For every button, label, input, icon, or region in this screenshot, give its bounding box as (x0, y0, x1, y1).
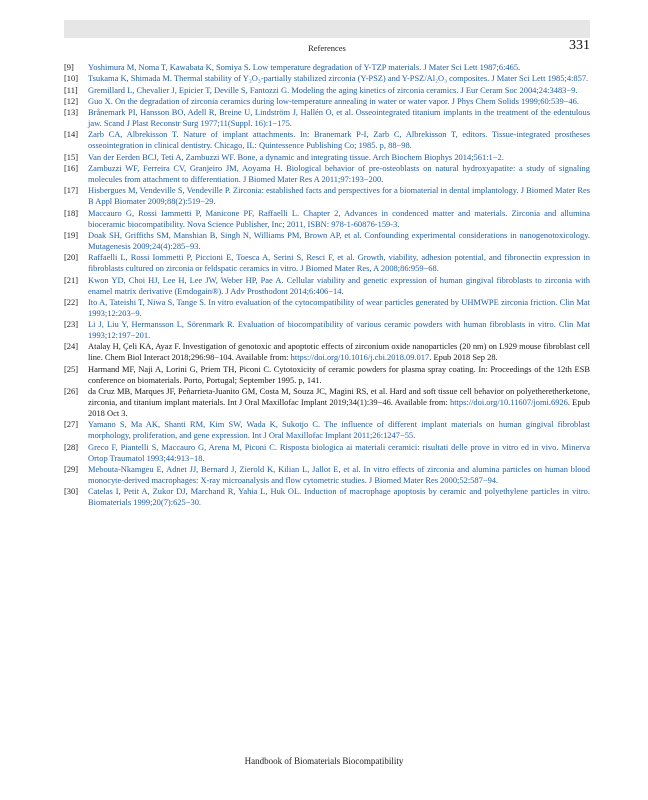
reference-number: [19] (64, 229, 79, 240)
reference-item (64, 364, 590, 386)
reference-text-link[interactable]: Yamano S, Ma AK, Shanti RM, Kim SW, Wada K, Sukotjo C. The influence of different implant materials on human gingival fibroblast morphology, proliferation, and gene expression. Int J Oral Maxillofac Implant 2011;26:1247−55. (88, 419, 590, 441)
reference-text-link[interactable]: Doak SH, Griffiths SM, Manshian B, Singh N, Williams PM, Brown AP, et al. Confounding experimental considerations in nanogenotoxicology. Mutagenesis 2009;24(4):285−93. (88, 229, 590, 251)
reference-number: [21] (64, 274, 79, 285)
doi-link[interactable]: https://doi.org/10.1016/j.cbi.2018.09.017 (290, 352, 430, 363)
reference-text-link[interactable]: Tsukama K, Shimada M. Thermal stability of Y₂O₃-partially stabilized zirconia (Y-PSZ) and Y-PSZ/Al₂O₃ composites. J Mater Sci Lett 1985;4:857. (88, 73, 589, 84)
reference-number: [13] (64, 107, 79, 118)
reference-number: [22] (64, 296, 79, 307)
reference-item (64, 230, 590, 252)
reference-number: [27] (64, 419, 79, 430)
reference-item (64, 341, 590, 363)
reference-item (64, 73, 590, 84)
reference-text-link[interactable]: Catelas I, Petit A, Zukor DJ, Marchand R, Yahia L, Huk OL. Induction of macrophage apoptosis by ceramic and polyethylene particles in vitro. Biomaterials 1999;20(7):625−30. (88, 486, 590, 508)
reference-item (64, 297, 590, 319)
reference-item (64, 62, 590, 73)
reference-list (64, 62, 590, 509)
reference-number: [17] (64, 185, 79, 196)
reference-item (64, 185, 590, 207)
reference-item (64, 275, 590, 297)
reference-number: [30] (64, 486, 79, 497)
reference-number: [25] (64, 363, 79, 374)
reference-item (64, 107, 590, 129)
running-header (64, 38, 590, 58)
doi-link[interactable]: https://doi.org/10.11607/jomi.6926 (449, 397, 568, 408)
reference-number: [18] (64, 207, 79, 218)
reference-number: [16] (64, 163, 79, 174)
running-title: References (308, 43, 346, 53)
book-title-footer: Handbook of Biomaterials Biocompatibility (244, 756, 404, 766)
reference-item (64, 152, 590, 163)
reference-text: Atalay H, Çeli KA, Ayaz F. Investigation of genotoxic and apoptotic effects of zirconium oxide nanoparticles (20 nm) on L929 mouse fibroblast cell line. Chem Biol Interact 2018;296:98−104. Available from: (88, 341, 590, 363)
reference-item (64, 442, 590, 464)
reference-number: [10] (64, 73, 79, 84)
reference-text-link[interactable]: Greco F, Piantelli S, Maccauro G, Arena M, Piconi C. Risposta biologica ai materiali ceramici: risultati delle prove in vitro ed in vivo. Minerva Ortop Traumatol 1993;44:913−18. (88, 441, 590, 463)
reference-number: [14] (64, 129, 79, 140)
reference-text-link[interactable]: Zambuzzi WF, Ferreira CV, Granjeiro JM, Aoyama H. Biological behavior of pre-osteoblasts on natural hydroxyapatite: a study of signaling molecules from attachment to differentiation. J Biomed Mater Res A 2011;97:193−200. (88, 163, 590, 185)
reference-text-link[interactable]: Li J, Liu Y, Hermansson L, Sörenmark R. Evaluation of biocompatibility of various ceramic powders with human fibroblasts in vitro. Clin Mat 1993;12:197−201. (88, 319, 590, 341)
reference-item (64, 419, 590, 441)
reference-item (64, 386, 590, 419)
reference-text-link[interactable]: Yoshimura M, Noma T, Kawabata K, Somiya S. Low temperature degradation of Y-TZP materials. J Mater Sci Lett 1987;6:465. (88, 62, 521, 72)
reference-text-link[interactable]: Hisbergues M, Vendeville S, Vendeville P. Zirconia: established facts and perspectives for a biomaterial in dental implantology. J Biomed Mater Res B Appl Biomater 2009;88(2):519−29. (88, 185, 590, 207)
reference-number: [23] (64, 319, 79, 330)
reference-item (64, 464, 590, 486)
reference-item (64, 85, 590, 96)
reference-tail: . Epub 2018 Sep 28. (429, 352, 498, 363)
reference-text-link[interactable]: Brånemark PI, Hansson BO, Adell R, Breine U, Lindström J, Hallén O, et al. Osseointegrated titanium implants in the treatment of the edentulous jaw. Scand J Plast Reconstr Surg 1977;11(Suppl. 16):1−175. (88, 107, 590, 129)
reference-number: [20] (64, 252, 79, 263)
reference-text-link[interactable]: Raffaelli L, Rossi Iommetti P, Piccioni E, Toesca A, Serini S, Resci F, et al. Growth, viability, adhesion potential, and fibronectin expression in fibroblasts cultured on zirconia or feldspatic ceramics in vitro. J Biomed Mater Res, A 2008;86:959−68. (88, 252, 590, 274)
reference-item (64, 486, 590, 508)
reference-text-link[interactable]: Gremillard L, Chevalier J, Epicier T, Deville S, Fantozzi G. Modeling the aging kinetics of zirconia ceramics. J Eur Ceram Soc 2004;24:3483−9. (88, 84, 578, 95)
reference-text-link[interactable]: Mebouta-Nkamgeu E, Adnet JJ, Bernard J, Zierold K, Kilian L, Jallot E, et al. In vitro effects of zirconia and alumina particles on human blood monocyte-derived macrophages: X-ray microanalysis and flow cytometric studies. J Biomed Mater Res 2000;52:587−94. (88, 463, 590, 485)
reference-text-link[interactable]: Maccauro G, Rossi Iammetti P, Manicone PF, Raffaelli L. Chapter 2, Advances in condenced matter and materials. Zirconia and allumina bioceramic biocompatibility. Nova Science Publisher, Inc; 2011, ISBN: 978-1-60876-159-3. (88, 207, 590, 229)
reference-text-link[interactable]: Kwon YD, Choi HJ, Lee H, Lee JW, Weber HP, Pae A. Cellular viability and genetic expression of human gingival fibroblasts to zirconia with enamel matrix derivative (Emdogain®). J Adv Prosthodont 2014;6:406−14. (88, 274, 590, 296)
reference-tail: . Epub 2018 Oct 3. (88, 397, 590, 419)
reference-text-link[interactable]: Guo X. On the degradation of zirconia ceramics during low-temperature annealing in water or water vapor. J Phys Chem Solids 1999;60:539−46. (88, 95, 579, 106)
reference-number: [26] (64, 386, 79, 397)
reference-item (64, 96, 590, 107)
page-number: 331 (569, 38, 590, 53)
reference-text-link[interactable]: Ito A, Tateishi T, Niwa S, Tange S. In vitro evaluation of the cytocompatibility of wear particles generated by UHMWPE zirconia friction. Clin Mat 1993;12:203−9. (88, 296, 590, 318)
reference-number: [12] (64, 95, 79, 106)
reference-number: [15] (64, 151, 79, 162)
reference-text: Harmand MF, Naji A, Lorini G, Priem TH, Piconi C. Cytotoxicity of ceramic powders for plasma spray coating. In: Proceedings of the 12th ESB conference on biomaterials. Porto, Portugal; September 1995. p, 141. (88, 363, 590, 385)
reference-number: [29] (64, 463, 79, 474)
reference-item (64, 163, 590, 185)
reference-item (64, 319, 590, 341)
reference-text: da Cruz MB, Marques JF, Peñarrieta-Juanito GM, Costa M, Souza JC, Magini RS, et al. Hard and soft tissue cell behavior on polyetheretherketone, zirconia, and titanium implant materials. Int J Oral Maxillofac Implant 2019;34(1):39−46. Available from: (88, 386, 590, 408)
reference-text-link[interactable]: Van der Eerden BCJ, Teti A, Zambuzzi WF. Bone, a dynamic and integrating tissue. Arch Biochem Biophys 2014;561:1−2. (88, 151, 504, 162)
reference-number: [11] (64, 84, 78, 95)
reference-number: [24] (64, 341, 79, 352)
header-bar (64, 20, 590, 38)
reference-number: [9] (64, 62, 74, 72)
reference-text-link[interactable]: Zarb CA, Albrekisson T. Nature of implant attachments. In: Branemark P-I, Zarb C, Albrekisson T, editors. Tissue-integrated prostheses osseointegration in clinical dentistry. Chicago, IL: Quintessence Publishing Co; 1985. p, 88−98. (88, 129, 590, 151)
reference-item (64, 208, 590, 230)
reference-item (64, 129, 590, 151)
reference-number: [28] (64, 441, 79, 452)
reference-item (64, 252, 590, 274)
